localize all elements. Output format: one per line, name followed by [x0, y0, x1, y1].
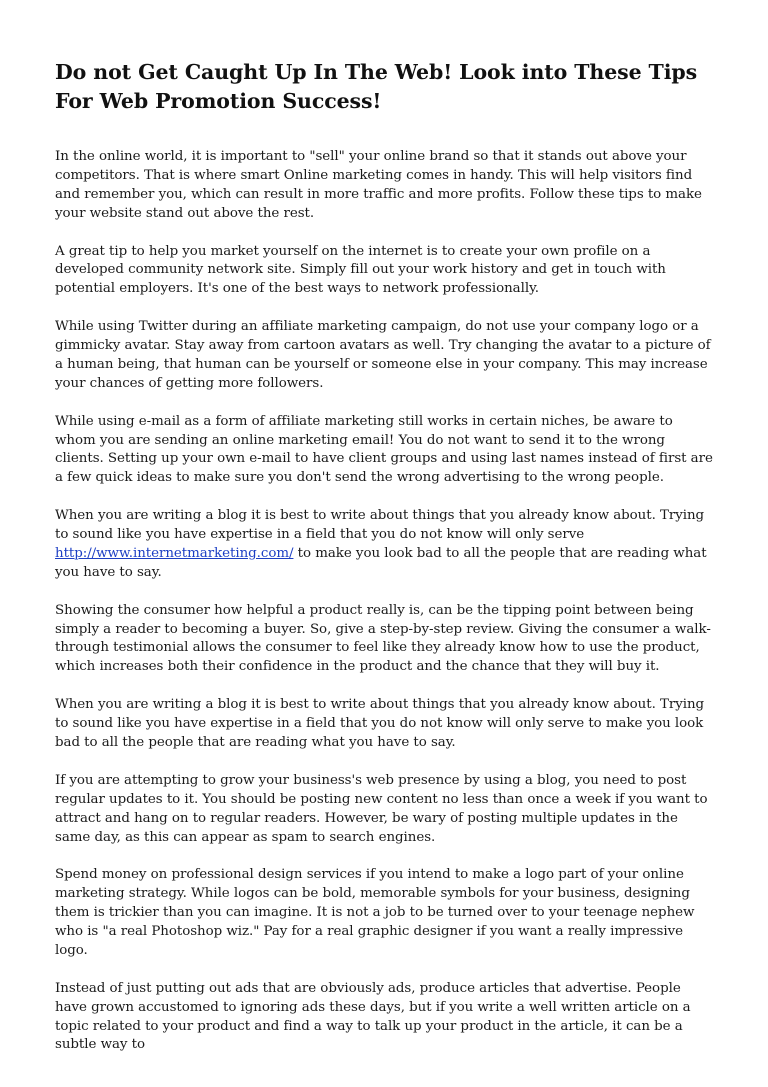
paragraph: In the online world, it is important to "sell" your online brand so that it stands out above your competitors. That is where smart Online marketing comes in handy. This will help visitors find and remember you, which can result in more traffic and more profits. Follow these tips to make your website stand out above the rest. — [55, 149, 702, 221]
paragraph: Showing the consumer how helpful a product really is, can be the tipping point between being simply a reader to becoming a buyer. So, give a step-by-step review. Giving the consumer a walk-through testimonial allows the consumer to feel like they already know how to use the product, which increases both their confidence in the product and the chance that they will buy it. — [55, 602, 711, 675]
document-page — [55, 58, 715, 1074]
paragraph: When you are writing a blog it is best to write about things that you already know about. Trying to sound like you have expertise in a field that you do not know will only serve to make you look bad to all the people that are reading what you have to say. — [55, 697, 705, 750]
internet-marketing-link[interactable]: http://www.internetmarketing.com/ — [55, 545, 294, 561]
paragraph: If you are attempting to grow your business's web presence by using a blog, you need to post regular updates to it. You should be posting new content no less than once a week if you want to attract and hang on to regular readers. However, be wary of posting multiple updates in the same day, as this can appear as spam to search engines. — [55, 772, 708, 845]
paragraph: A great tip to help you market yourself on the internet is to create your own profile on a developed community network site. Simply fill out your work history and get in touch with potential employers. It's one of the best ways to network professionally. — [55, 243, 666, 297]
paragraph: While using e-mail as a form of affiliate marketing still works in certain niches, be aware to whom you are sending an online marketing email! You do not want to send it to the wrong clients. Setting up your own e-mail to have client groups and using last names instead of first are a few quick ideas to make sure you don't send the wrong advertising to the wrong people. — [55, 413, 713, 486]
page-title: Do not Get Caught Up In The Web! Look into These Tips For Web Promotion Success! — [55, 60, 698, 113]
paragraph-text-before-link: When you are writing a blog it is best to write about things that you already know about. Trying to sound like you have expertise in a field that you do not know will only serve — [55, 508, 705, 543]
paragraph: Instead of just putting out ads that are obviously ads, produce articles that advertise. People have grown accustomed to ignoring ads these days, but if you write a well written article on a topic related to your product and find a way to talk up your product in the article, it can be a subtle way to — [55, 980, 691, 1053]
paragraph: Spend money on professional design services if you intend to make a logo part of your online marketing strategy. While logos can be bold, memorable symbols for your business, designing them is trickier than you can imagine. It is not a job to be turned over to your teenage nephew who is "a real Photoshop wiz." Pay for a real graphic designer if you want a really impressive logo. — [55, 867, 695, 958]
paragraph-text-after-link: to make you look bad to all the people that are reading what you have to say. — [55, 545, 707, 580]
paragraph-with-link — [55, 507, 715, 583]
paragraph: While using Twitter during an affiliate marketing campaign, do not use your company logo or a gimmicky avatar. Stay away from cartoon avatars as well. Try changing the avatar to a picture of a human being, that human can be yourself or someone else in your company. This may increase your chances of getting more followers. — [55, 319, 711, 391]
